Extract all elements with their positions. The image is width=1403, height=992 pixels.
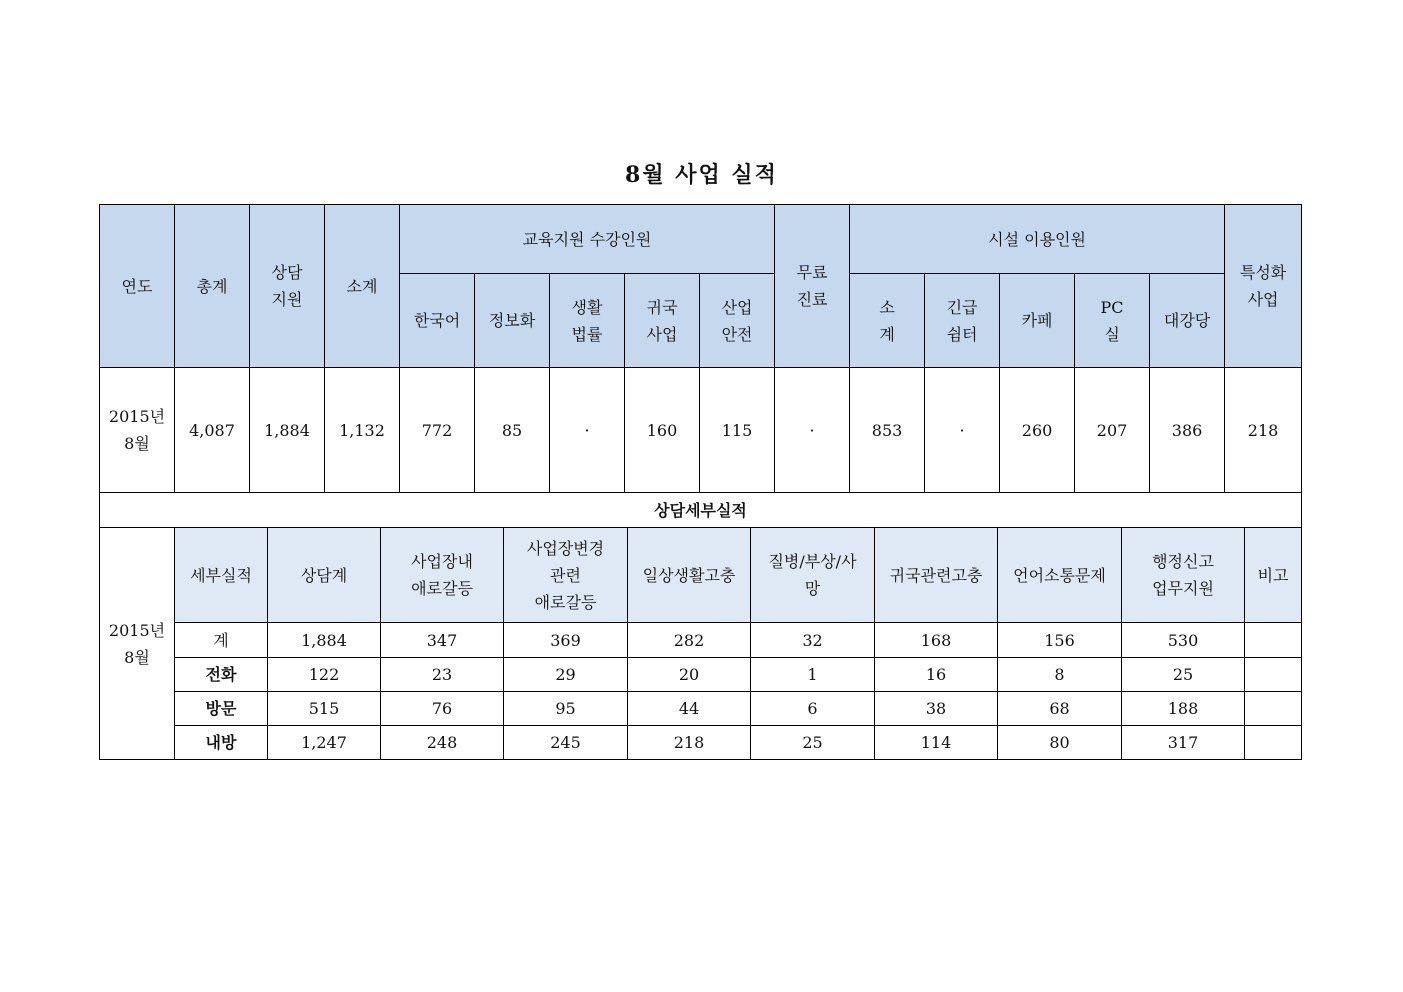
row-label: 내방 [175,726,268,760]
table-cell: 29 [504,658,628,692]
cell-facility-pc-room: 207 [1075,368,1150,493]
table-cell: 156 [998,623,1122,658]
cell-education-safety: 115 [700,368,775,493]
table-row [100,623,1302,658]
table-cell: 20 [628,658,751,692]
header-year: 연도 [100,205,175,368]
table-cell: 530 [1122,623,1245,658]
header-education-safety: 산업 안전 [700,274,775,368]
header-facility-auditorium: 대강당 [1150,274,1225,368]
table-cell: 76 [381,692,504,726]
header-facility-cafe: 카페 [1000,274,1075,368]
table-cell: 114 [875,726,998,760]
cell-education-it: 85 [475,368,550,493]
detail-year: 2015년 8월 [100,528,175,760]
cell-special: 218 [1225,368,1302,493]
table-cell: 218 [628,726,751,760]
table-cell: 25 [1122,658,1245,692]
cell-facility-cafe: 260 [1000,368,1075,493]
detail-header-category: 세부실적 [175,528,268,623]
header-education-it: 정보화 [475,274,550,368]
table-cell: 32 [751,623,875,658]
table-cell: 6 [751,692,875,726]
table-cell: 95 [504,692,628,726]
detail-header-workplace-change: 사업장변경 관련 애로갈등 [504,528,628,623]
header-facility-pc-room: PC 실 [1075,274,1150,368]
cell-counseling: 1,884 [250,368,325,493]
detail-table [99,492,1302,760]
table-row [100,692,1302,726]
table-cell: 23 [381,658,504,692]
row-label: 계 [175,623,268,658]
table-cell [1245,623,1302,658]
detail-header-return-issues: 귀국관련고충 [875,528,998,623]
table-cell: 38 [875,692,998,726]
table-cell: 122 [268,658,381,692]
detail-header-illness-injury: 질병/부상/사 망 [751,528,875,623]
table-row [100,658,1302,692]
detail-header-total: 상담계 [268,528,381,623]
table-cell [1245,658,1302,692]
detail-header-admin-support: 행정신고 업무지원 [1122,528,1245,623]
header-total: 총계 [175,205,250,368]
table-cell: 282 [628,623,751,658]
table-cell: 317 [1122,726,1245,760]
table-cell: 1,247 [268,726,381,760]
detail-header-language: 언어소통문제 [998,528,1122,623]
table-cell: 168 [875,623,998,658]
table-cell: 16 [875,658,998,692]
table-cell: 515 [268,692,381,726]
cell-facility-subtotal: 853 [850,368,925,493]
summary-table [99,204,1302,493]
header-facility-subtotal: 소 계 [850,274,925,368]
table-cell [1245,726,1302,760]
row-label: 전화 [175,658,268,692]
table-cell: 44 [628,692,751,726]
header-facility-shelter: 긴급 쉼터 [925,274,1000,368]
table-cell: 188 [1122,692,1245,726]
cell-education-return: 160 [625,368,700,493]
detail-header-remarks: 비고 [1245,528,1302,623]
detail-header-workplace-conflict: 사업장내 애로갈등 [381,528,504,623]
table-cell: 1,884 [268,623,381,658]
table-cell: 369 [504,623,628,658]
table-cell: 347 [381,623,504,658]
cell-facility-shelter: · [925,368,1000,493]
header-subtotal: 소계 [325,205,400,368]
row-label: 방문 [175,692,268,726]
header-counseling: 상담 지원 [250,205,325,368]
header-education-return: 귀국 사업 [625,274,700,368]
table-cell: 80 [998,726,1122,760]
table-cell: 248 [381,726,504,760]
cell-medical: · [775,368,850,493]
table-cell: 25 [751,726,875,760]
cell-facility-auditorium: 386 [1150,368,1225,493]
cell-year: 2015년 8월 [100,368,175,493]
cell-education-korean: 772 [400,368,475,493]
header-special: 특성화 사업 [1225,205,1302,368]
table-cell: 68 [998,692,1122,726]
header-education-korean: 한국어 [400,274,475,368]
page-title: 8월 사업 실적 [625,162,778,188]
header-education-law: 생활 법률 [550,274,625,368]
header-medical: 무료 진료 [775,205,850,368]
header-facility-group: 시설 이용인원 [850,205,1225,274]
table-cell: 8 [998,658,1122,692]
cell-subtotal: 1,132 [325,368,400,493]
detail-section-title: 상담세부실적 [100,493,1302,528]
detail-header-daily-life: 일상생활고충 [628,528,751,623]
table-cell: 1 [751,658,875,692]
table-cell [1245,692,1302,726]
header-education-group: 교육지원 수강인원 [400,205,775,274]
table-row [100,726,1302,760]
cell-education-law: · [550,368,625,493]
table-cell: 245 [504,726,628,760]
cell-total: 4,087 [175,368,250,493]
